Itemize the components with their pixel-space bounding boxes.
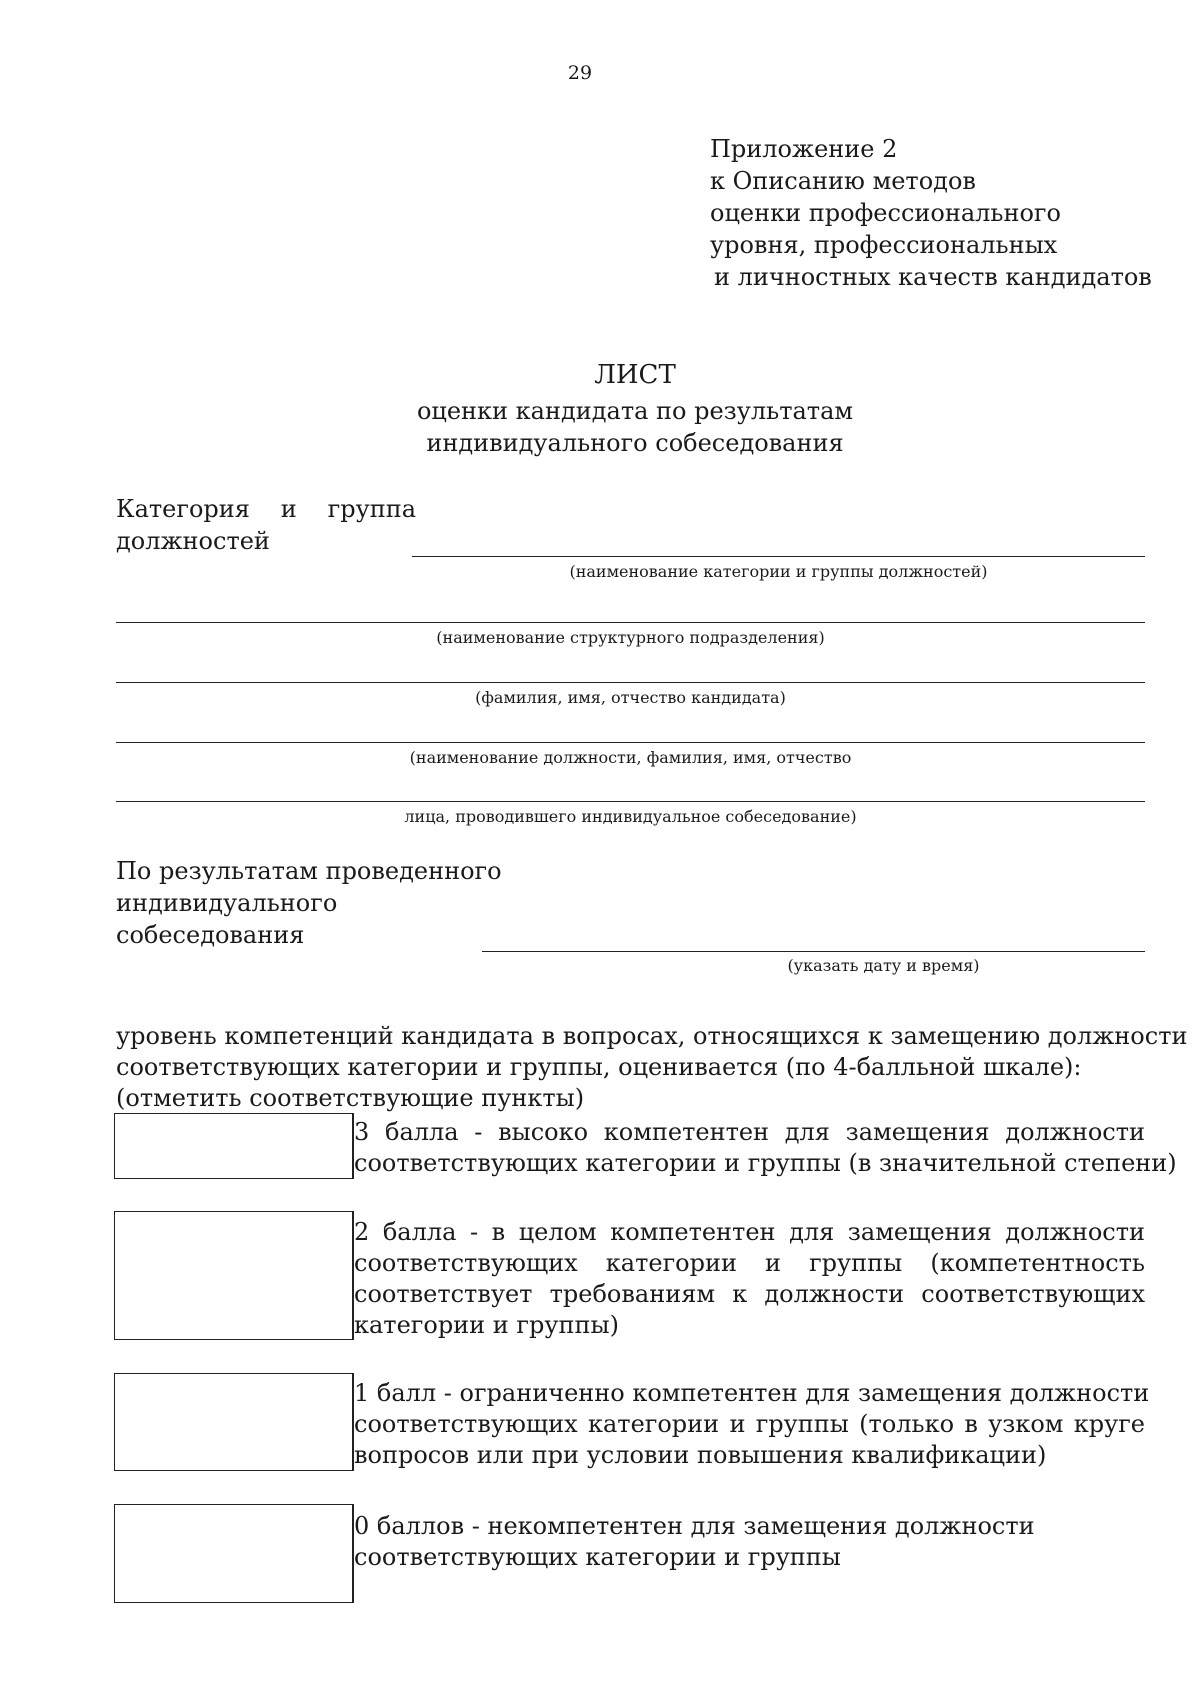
page-number: 29 — [567, 62, 593, 84]
assessment-text-line3: (отметить соответствующие пункты) — [116, 1084, 585, 1112]
option-2-checkbox[interactable] — [114, 1211, 354, 1340]
department-caption: (наименование структурного подразделения) — [436, 628, 825, 647]
option-2-text — [354, 1217, 1145, 1341]
option-3-text — [354, 1117, 1177, 1179]
option-1-text — [354, 1378, 1150, 1471]
candidate-name-caption: (фамилия, имя, отчество кандидата) — [475, 688, 786, 707]
option-0-line: 0 баллов - некомпетентен для замещения должности — [354, 1512, 1035, 1540]
option-0-line: соответствующих категории и группы — [354, 1543, 841, 1571]
interview-date-caption: (указать дату и время) — [787, 956, 980, 975]
category-label-line1 — [116, 493, 416, 525]
option-2-line: соответствующих категории и группы (компетентность — [354, 1249, 1145, 1277]
option-2-line: соответствует требованиям к должности соответствующих — [354, 1280, 1145, 1308]
category-caption: (наименование категории и группы должностей) — [569, 562, 988, 581]
option-0-text — [354, 1511, 1035, 1573]
option-3-line: соответствующих категории и группы (в значительной степени) — [354, 1149, 1177, 1177]
option-1-line: соответствующих категории и группы (только в узком круге — [354, 1410, 1145, 1438]
appendix-line: уровня, профессиональных — [710, 231, 1058, 259]
appendix-line: к Описанию методов — [710, 167, 976, 195]
interview-label-line3: собеседования — [116, 921, 305, 949]
category-label-word: Категория — [116, 495, 250, 523]
category-label-word: и — [280, 495, 297, 523]
appendix-line: Приложение 2 — [710, 135, 898, 163]
interviewer-input-line-2[interactable] — [116, 801, 1145, 802]
document-subtitle-line2: индивидуального собеседования — [426, 429, 844, 457]
assessment-text-line1: уровень компетенций кандидата в вопросах, относящихся к замещению должности — [116, 1022, 1188, 1050]
option-3-checkbox[interactable] — [114, 1113, 354, 1179]
interviewer-input-line[interactable] — [116, 742, 1145, 743]
option-3-line: 3 балла - высоко компетентен для замещения должности — [354, 1118, 1145, 1146]
category-input-line[interactable] — [412, 556, 1145, 557]
appendix-line: и личностных качеств кандидатов — [714, 263, 1152, 291]
category-label-line2: должностей — [116, 527, 270, 555]
option-1-line: вопросов или при условии повышения квалификации) — [354, 1441, 1047, 1469]
candidate-name-input-line[interactable] — [116, 682, 1145, 683]
option-1-checkbox[interactable] — [114, 1373, 354, 1471]
option-2-line: категории и группы) — [354, 1311, 619, 1339]
option-0-checkbox[interactable] — [114, 1504, 354, 1603]
category-label-word: группа — [327, 495, 416, 523]
interview-date-input-line[interactable] — [482, 951, 1145, 952]
department-input-line[interactable] — [116, 622, 1145, 623]
assessment-text-line2: соответствующих категории и группы, оценивается (по 4-балльной шкале): — [116, 1053, 1082, 1081]
document-title: ЛИСТ — [594, 360, 676, 390]
interview-label-line2: индивидуального — [116, 889, 338, 917]
option-1-line: 1 балл - ограниченно компетентен для замещения должности — [354, 1379, 1150, 1407]
interviewer-caption-line1: (наименование должности, фамилия, имя, отчество — [409, 748, 852, 767]
interviewer-caption-line2: лица, проводившего индивидуальное собеседование) — [404, 807, 857, 826]
appendix-line: оценки профессионального — [710, 199, 1061, 227]
appendix-block — [710, 133, 1152, 293]
interview-label-line1: По результатам проведенного — [116, 857, 502, 885]
document-subtitle-line1: оценки кандидата по результатам — [416, 397, 854, 425]
option-2-line: 2 балла - в целом компетентен для замещения должности — [354, 1218, 1145, 1246]
